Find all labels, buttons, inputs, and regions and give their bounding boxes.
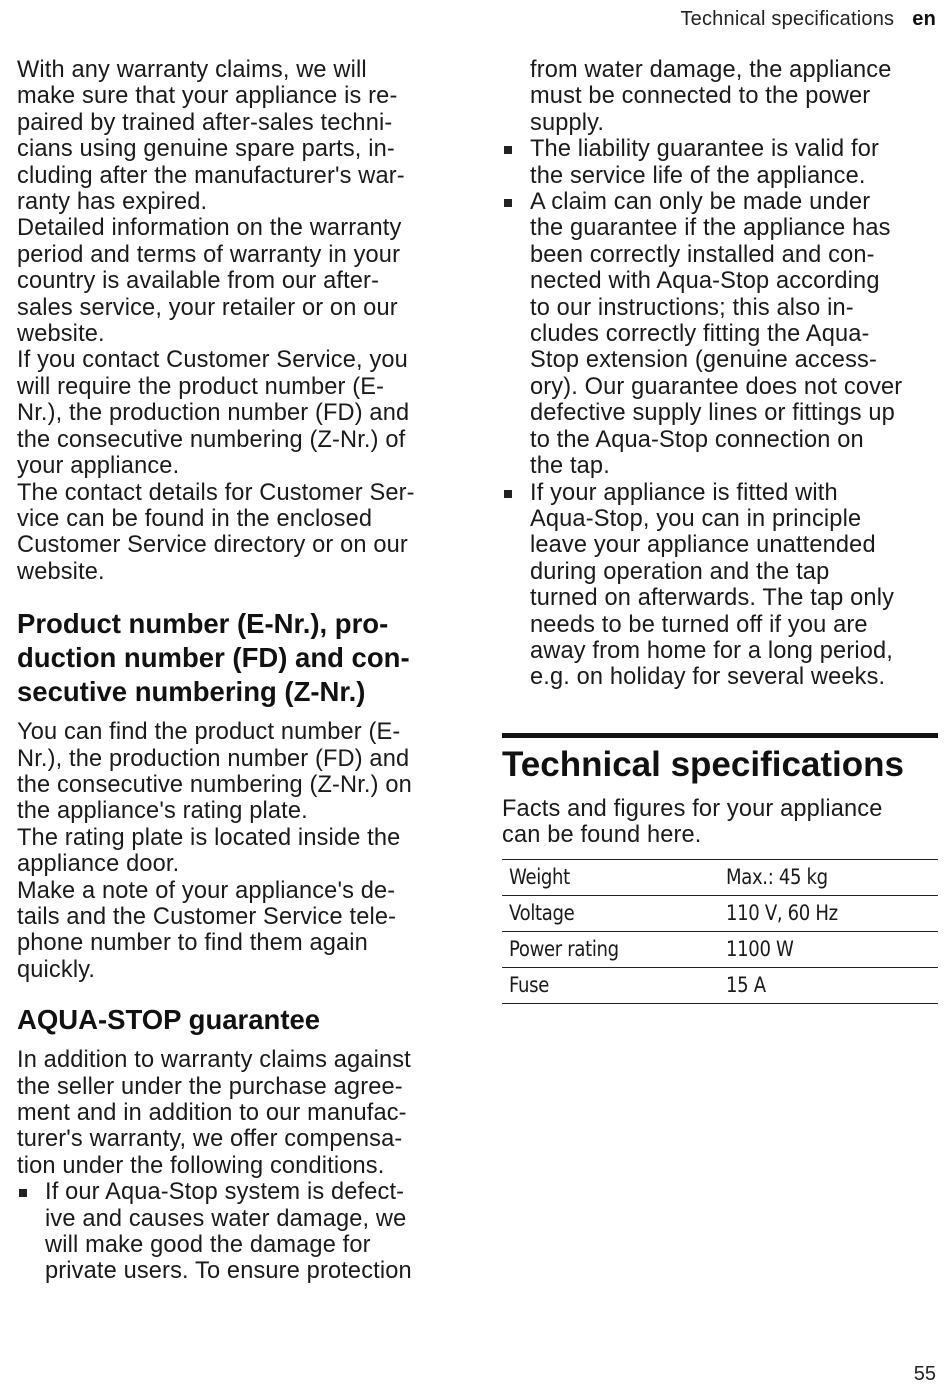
- contact-requirements-paragraph: If you contact Customer Service, you will require the product number (E- Nr.), the production number (FD) and the consecutive numbering (Z-Nr.) of your appliance.: [17, 347, 410, 480]
- table-row: [502, 859, 938, 895]
- header-section-title: Technical specifications: [680, 8, 895, 30]
- spec-label: Voltage: [502, 895, 719, 931]
- section-divider: [502, 733, 938, 738]
- table-row: [502, 931, 938, 967]
- spec-label: Fuse: [502, 967, 719, 1003]
- spec-value: Max.: 45 kg: [719, 859, 938, 895]
- contact-details-paragraph: The contact details for Customer Ser- vice can be found in the enclosed Customer Service directory or on our website.: [17, 479, 415, 585]
- rating-plate-location-paragraph: The rating plate is located inside the appliance door.: [17, 824, 401, 878]
- spec-value: 1100 W: [719, 931, 938, 967]
- language-code: en: [912, 8, 936, 30]
- table-row: [502, 895, 938, 931]
- aqua-stop-heading: AQUA-STOP guarantee: [17, 1004, 321, 1036]
- guarantee-conditions-list: [502, 136, 938, 691]
- note-details-paragraph: Make a note of your appliance's de- tails and the Customer Service tele- phone number to find them again quickly.: [17, 877, 397, 983]
- spec-value: 15 A: [719, 967, 938, 1003]
- technical-specifications-heading: Technical specifications: [502, 744, 904, 784]
- aqua-stop-conditions-list: [17, 1179, 457, 1285]
- specifications-table: [502, 859, 938, 1004]
- table-row: [502, 967, 938, 1003]
- warranty-details-paragraph: Detailed information on the warranty period and terms of warranty in your country is available from our after- sales service, your retailer or on our website.: [17, 215, 402, 348]
- technical-specifications-intro: Facts and figures for your appliance can be found here.: [502, 795, 883, 849]
- spec-label: Power rating: [502, 931, 719, 967]
- list-item: A claim can only be made under the guarantee if the appliance has been correctly installed and con- nected with Aqua-Stop according to our instructions; this also in- cludes correctly fitting the Aqua- Stop extension (genuine access- ory). Our guarantee does not cover defective supply lines or fittings up to the Aqua-Stop connection on the tap.: [502, 189, 938, 479]
- spec-value: 110 V, 60 Hz: [719, 895, 938, 931]
- right-column: [502, 57, 938, 1004]
- warranty-paragraph: With any warranty claims, we will make sure that your appliance is re- paired by trained after-sales techni- cians using genuine spare parts, in- cluding after the manufacturer's war- ranty has expired.: [17, 57, 405, 216]
- aqua-stop-intro-paragraph: In addition to warranty claims against the seller under the purchase agree- ment and in addition to our manufac- turer's warranty, we offer compensa- tion under the following conditions.: [17, 1047, 411, 1179]
- bullet-continuation: from water damage, the appliance must be connected to the power supply.: [530, 57, 892, 136]
- product-number-heading: Product number (E-Nr.), pro- duction number (FD) and con- secutive numbering (Z-Nr.): [17, 608, 410, 708]
- page-number: 55: [913, 1363, 936, 1385]
- list-item: If your appliance is fitted with Aqua-Stop, you can in principle leave your appliance unattended during operation and the tap turned on afterwards. The tap only needs to be turned off if you are away from home for a long period, e.g. on holiday for several weeks.: [502, 480, 938, 691]
- list-item: The liability guarantee is valid for the service life of the appliance.: [502, 136, 938, 189]
- rating-plate-paragraph: You can find the product number (E- Nr.), the production number (FD) and the consecutive numbering (Z-Nr.) on the appliance's rating plate.: [17, 719, 412, 825]
- spec-label: Weight: [502, 859, 719, 895]
- list-item: If our Aqua-Stop system is defect- ive and causes water damage, we will make good the damage for private users. To ensure protection: [17, 1179, 457, 1285]
- running-header: [680, 8, 936, 31]
- left-column: [17, 57, 457, 1285]
